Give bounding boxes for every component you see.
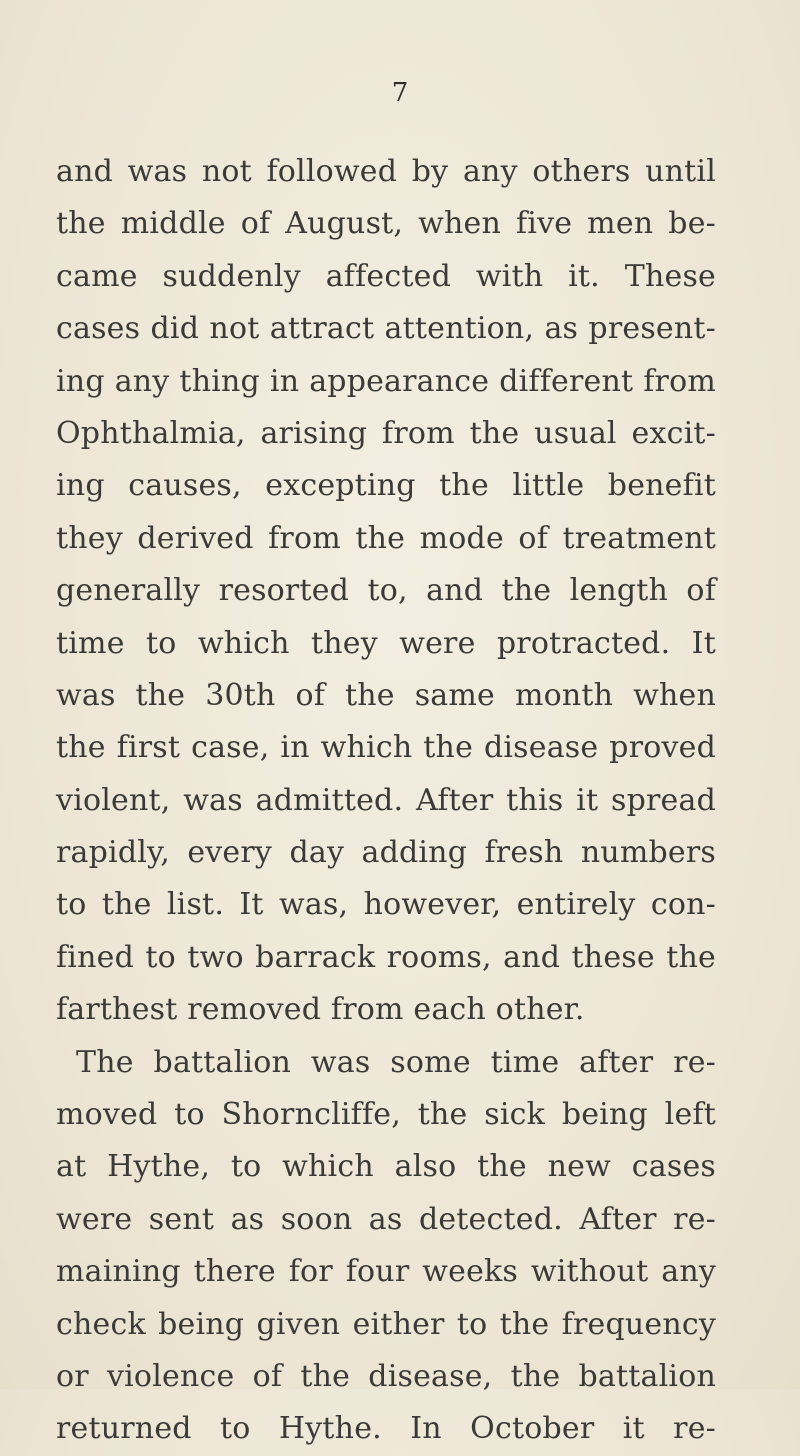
text-line: cases did not attract attention, as present- [56, 311, 716, 347]
text-line: the first case, in which the disease proved [56, 730, 716, 766]
body-text [56, 146, 716, 1456]
text-line: was the 30th of the same month when [56, 677, 716, 713]
text-line: at Hythe, to which also the new cases [56, 1149, 716, 1185]
text-line: check being given either to the frequency [56, 1306, 716, 1342]
text-line: and was not followed by any others until [56, 154, 716, 189]
text-line: or violence of the disease, the battalion [56, 1358, 716, 1394]
text-line: violent, was admitted. After this it spread [56, 782, 716, 818]
text-line: Ophthalmia, arising from the usual excit- [56, 415, 716, 451]
text-line: returned to Hythe. In October it re- [56, 1411, 716, 1447]
text-line: the middle of August, when five men be- [56, 206, 716, 242]
text-line: time to which they were protracted. It [56, 625, 716, 661]
text-line: to the list. It was, however, entirely con- [56, 887, 716, 923]
text-line: fined to two barrack rooms, and these the [56, 939, 716, 975]
text-line: maining there for four weeks without any [56, 1254, 716, 1290]
text-line: farthest removed from each other. [56, 992, 585, 1028]
text-line: generally resorted to, and the length of [56, 573, 716, 609]
text-line: were sent as soon as detected. After re- [56, 1201, 716, 1237]
text-line: came suddenly affected with it. These [56, 258, 716, 294]
text-line: rapidly, every day adding fresh numbers [56, 835, 716, 871]
text-line: ing causes, excepting the little benefit [56, 468, 716, 504]
text-line: they derived from the mode of treatment [56, 520, 716, 556]
page-number: 7 [391, 78, 409, 108]
text-line: ing any thing in appearance different from [56, 363, 716, 399]
text-line: The battalion was some time after re- [76, 1044, 716, 1080]
text-line: moved to Shorncliffe, the sick being left [56, 1097, 716, 1133]
